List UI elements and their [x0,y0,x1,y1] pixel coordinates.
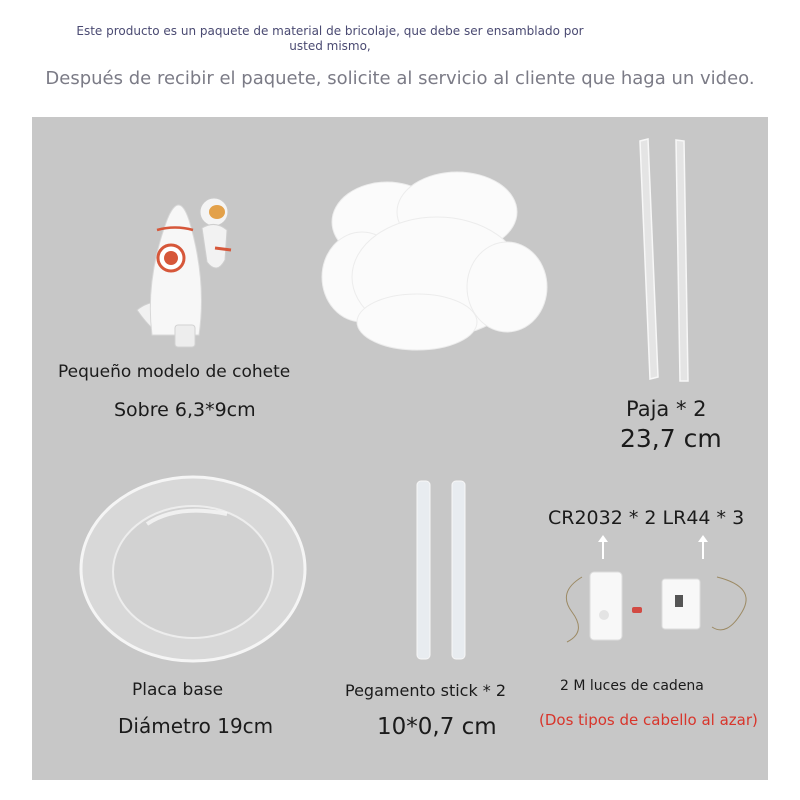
rocket-model-image [127,190,247,350]
straw-name: Paja * 2 [626,397,707,421]
string-lights-image [552,557,762,647]
glue-size: 10*0,7 cm [377,714,497,740]
lights-name: 2 M luces de cadena [560,678,704,694]
straw-size: 23,7 cm [620,424,722,453]
straw-image [630,137,700,385]
rocket-size: Sobre 6,3*9cm [114,399,256,421]
rocket-name: Pequeño modelo de cohete [58,362,291,382]
product-panel [32,117,768,780]
base-plate-image [77,474,309,664]
notice-line-1: Este producto es un paquete de material de bricolaje, que debe ser ensamblado por [76,24,584,38]
plate-name: Placa base [132,680,224,700]
cotton-cloud-image [317,167,552,357]
lights-note: (Dos tipos de cabello al azar) [539,711,758,729]
top-notice [60,24,600,54]
batteries-name: CR2032 * 2 LR44 * 3 [548,507,745,529]
glue-name: Pegamento stick * 2 [345,681,507,700]
plate-size: Diámetro 19cm [118,714,274,738]
instruction-text: Después de recibir el paquete, solicite al servicio al cliente que haga un video. [45,68,755,89]
glue-stick-image [412,479,472,661]
notice-line-2: usted mismo, [289,39,371,53]
